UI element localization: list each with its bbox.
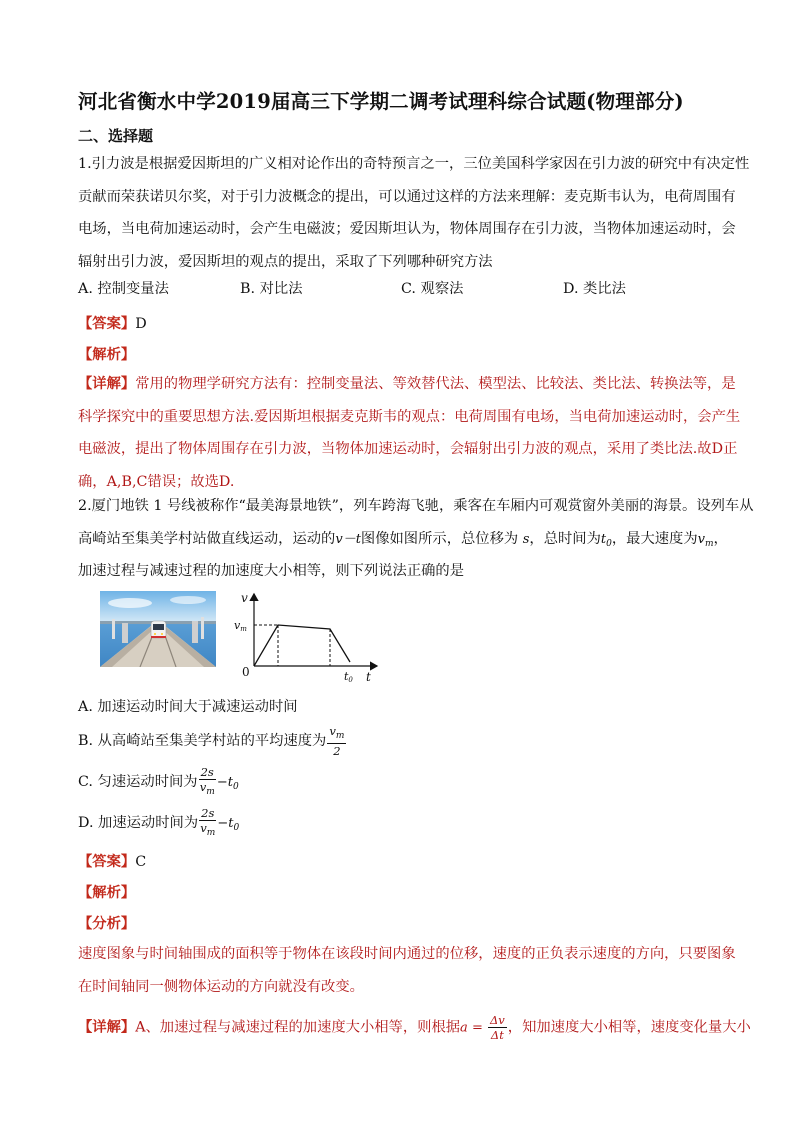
q2-formula-a: a: [460, 1020, 468, 1036]
q2-answer-tag: 【答案】: [78, 854, 136, 870]
metro-photo: [100, 591, 216, 667]
frac-denominator: Δt: [490, 1028, 504, 1042]
q2-fenxi: [78, 938, 736, 1003]
t0-letter: t: [344, 670, 349, 683]
q2-option-c: [78, 765, 239, 799]
q2-option-c-fraction: [199, 765, 216, 799]
frac-denominator: 2: [333, 744, 341, 758]
q1-detail-line: 确，A,B,C错误；故选D.: [78, 473, 235, 490]
q2-option-b: [78, 724, 347, 758]
q2-stem-line: [78, 523, 726, 556]
q2-stem-line: 加速过程与减速过程的加速度大小相等，则下列说法正确的是: [78, 563, 465, 579]
q2-stem: [78, 490, 754, 588]
vt-graph: [232, 588, 382, 690]
frac-numerator: Δv: [489, 1013, 505, 1027]
q2-v-letter: v: [697, 531, 705, 547]
q2-detail-text: ，知加速度大小相等，速度变化量大小: [507, 1019, 751, 1036]
q2-option-c-minus-t0: $-t_0$: [216, 775, 239, 792]
q2-fenxi-heading: [78, 913, 135, 933]
q2-answer-value: C: [135, 854, 147, 870]
vm-label: [234, 619, 247, 633]
q2-option-c-text: C. 匀速运动时间为: [78, 774, 198, 790]
q1-stem-line: 电场，当电荷加速运动时，会产生电磁波；爱因斯坦认为，物体周围存在引力波，当物体加速运动时，会: [78, 221, 736, 237]
q1-detail-text: 常用的物理学研究方法有：控制变量法、等效替代法、模型法、比较法、类比法、转换法等，是: [135, 376, 736, 392]
q2-analysis-tag: 【解析】: [78, 885, 136, 901]
frac-denominator: $v_m$: [199, 780, 215, 797]
q1-stem: [78, 148, 750, 278]
q2-vm-symbol: [698, 532, 714, 547]
q2-option-b-fraction: [327, 724, 346, 758]
q1-stem-line: 辐射出引力波，爱因斯坦的观点的提出，采取了下列哪种研究方法: [78, 253, 493, 270]
q2-option-d-text: D. 加速运动时间为: [78, 815, 199, 831]
q2-fenxi-line: 速度图象与时间轴围成的面积等于物体在该段时间内通过的位移，速度的正负表示速度的方向，只要图象: [78, 946, 736, 962]
q2-text: ，最大速度为: [611, 530, 698, 547]
q2-text: 高崎站至集美学村站做直线运动，运动的: [78, 530, 336, 547]
q2-s-symbol: s: [522, 531, 530, 547]
q1-detail-line: [78, 368, 736, 401]
q2-option-d-minus-t0: $-t_0$: [217, 816, 240, 833]
q2-text: ，总时间为: [529, 530, 601, 547]
q1-option-b: B. 对比法: [240, 281, 303, 297]
vt-curve: [254, 625, 350, 666]
q2-v-sub: m: [705, 538, 714, 549]
q1-detail: [78, 368, 741, 498]
section-heading: 二、选择题: [78, 127, 154, 145]
q1-option-d: D. 类比法: [563, 281, 626, 297]
frac-numerator: 2s: [201, 806, 215, 820]
v-axis-label: v: [241, 591, 248, 605]
q1-detail-line: 科学探究中的重要思想方法.爱因斯坦根据麦克斯韦的观点：电荷周围有电场，当电荷加速运动时，会产生: [78, 408, 741, 425]
q2-formula-fraction: [488, 1013, 507, 1042]
q2-option-d-fraction: [199, 806, 216, 840]
q2-text: 图像如图所示，总位移为: [360, 530, 519, 547]
frac-numerator: 2s: [200, 765, 214, 779]
q1-option-a: A. 控制变量法: [78, 281, 169, 297]
q2-vt-symbol: v－t: [335, 531, 361, 547]
vt-graph-svg: [232, 588, 382, 686]
q1-detail-tag: 【详解】: [78, 376, 136, 392]
q1-answer-value: D: [135, 316, 147, 332]
q2-fenxi-tag: 【分析】: [78, 916, 136, 932]
q1-stem-line: 1.引力波是根据爱因斯坦的广义相对论作出的奇特预言之一，三位美国科学家因在引力波的研究中有决定性: [78, 156, 750, 172]
q2-option-d: [78, 806, 239, 840]
t0-sub: 0: [348, 676, 353, 684]
q2-fenxi-line: 在时间轴同一侧物体运动的方向就没有改变。: [78, 978, 364, 995]
q1-option-c: C. 观察法: [401, 281, 464, 297]
q2-stem-line: 2.厦门地铁 1 号线被称作“最美海景地铁”，列车跨海飞驰，乘客在车厢内可观赏窗外美丽的海景。设列车从: [78, 498, 754, 514]
frac-denominator: $v_m$: [200, 821, 216, 838]
frac-numerator: $v_m$: [327, 724, 346, 744]
q2-t-sub: 0: [606, 538, 612, 549]
vm-letter: v: [234, 619, 241, 632]
q2-t0-symbol: [601, 532, 612, 547]
q2-analysis-heading: [78, 882, 135, 902]
q2-detail-text: A、加速过程与减速过程的加速度大小相等，则根据: [135, 1019, 461, 1036]
q1-analysis-tag: 【解析】: [78, 347, 136, 363]
q1-analysis-heading: [78, 344, 135, 364]
vm-sub: m: [240, 625, 247, 633]
metro-photo-image: [100, 591, 216, 667]
t-axis-label: t: [366, 670, 371, 684]
q2-t-letter: t: [600, 531, 607, 547]
q2-text: ，: [713, 530, 728, 547]
q1-answer-tag: 【答案】: [78, 316, 136, 332]
q2-answer: [78, 851, 146, 871]
q2-option-b-text: B. 从高崎站至集美学村站的平均速度为: [78, 733, 327, 749]
origin-label: 0: [242, 665, 250, 679]
q2-detail-tag: 【详解】: [78, 1019, 136, 1036]
q2-formula-eq: =: [467, 1020, 487, 1036]
q2-detail: [78, 1013, 751, 1042]
t0-label: [344, 670, 353, 684]
document-title: 河北省衡水中学2019届高三下学期二调考试理科综合试题(物理部分): [78, 90, 684, 113]
q2-option-a: A. 加速运动时间大于减速运动时间: [78, 699, 298, 715]
q1-detail-line: 电磁波，提出了物体周围存在引力波，当物体加速运动时，会辐射出引力波的观点，采用了类比法.故D正: [78, 441, 738, 457]
q1-stem-line: 贡献而荣获诺贝尔奖，对于引力波概念的提出，可以通过这样的方法来理解：麦克斯韦认为，电荷周围有: [78, 188, 736, 205]
q1-answer: [78, 313, 147, 333]
